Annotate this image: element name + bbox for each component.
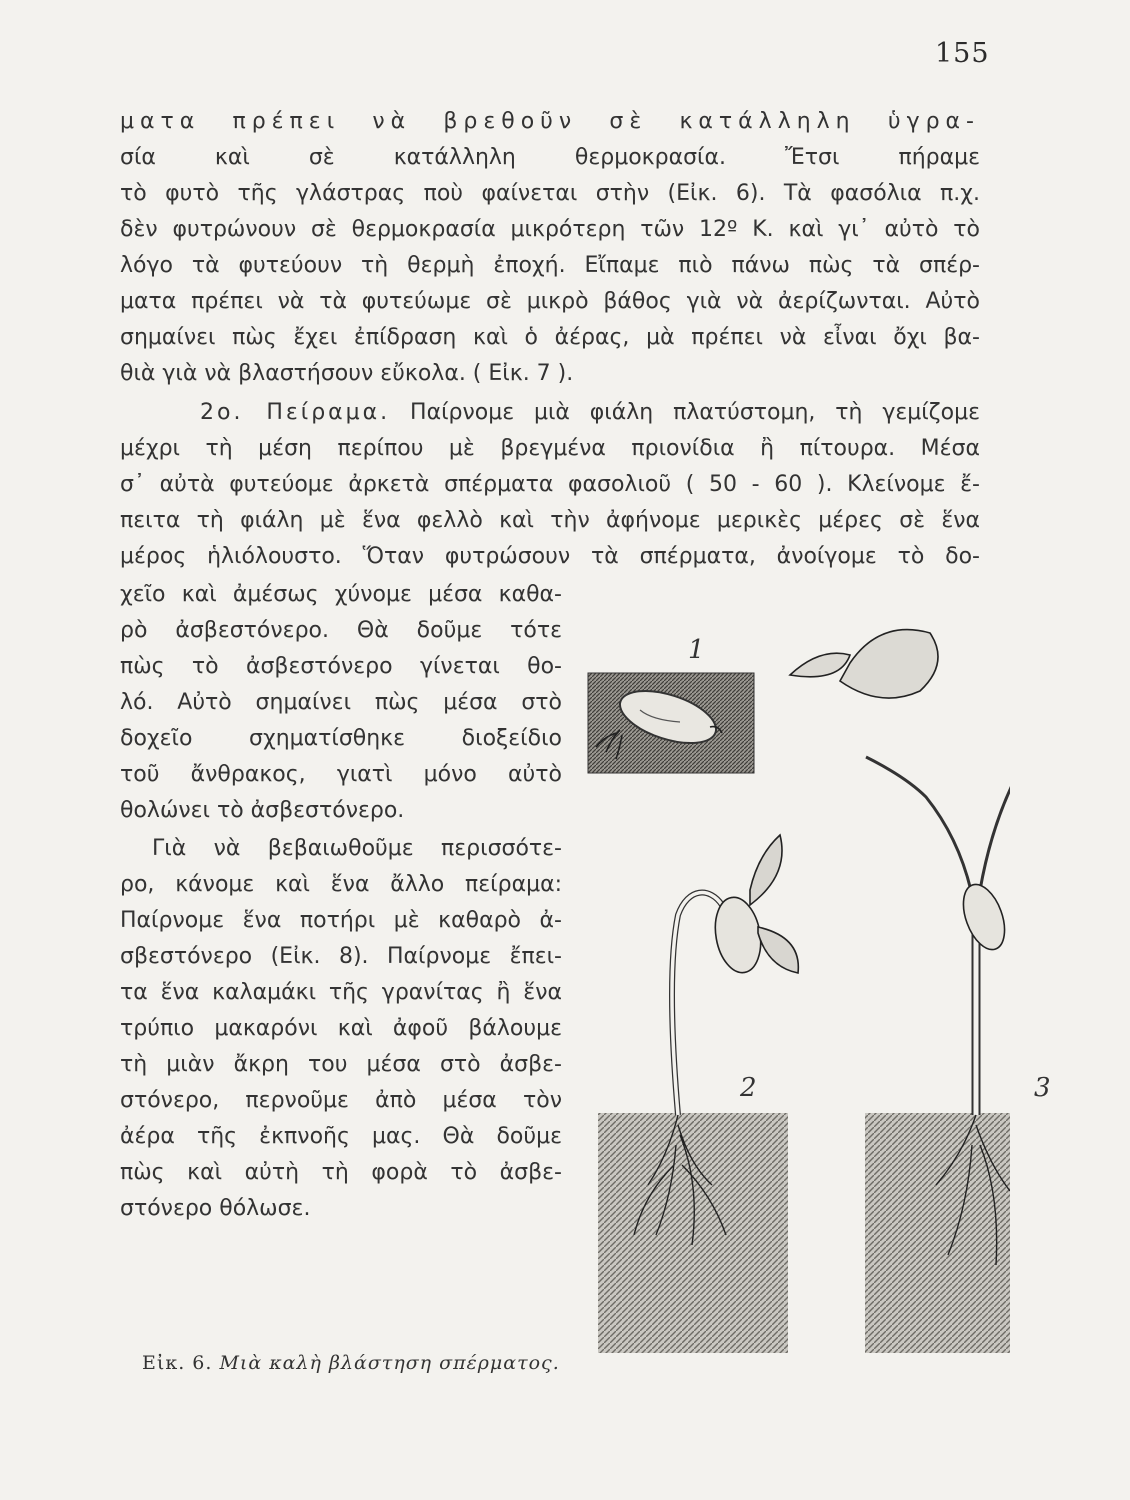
text-line: τα ἕνα καλαμάκι τῆς γρανίτας ἢ ἕνα bbox=[120, 980, 562, 1005]
text-line: χεῖο καὶ ἀμέσως χύνομε μέσα καθα- bbox=[120, 582, 562, 607]
page-number: 155 bbox=[935, 38, 990, 69]
text-line: λό. Αὐτὸ σημαίνει πὼς μέσα στὸ bbox=[120, 690, 562, 715]
text-line: δὲν φυτρώνουν σὲ θερμοκρασία μικρότερη τῶν 12º Κ. καὶ γι᾽ αὐτὸ τὸ bbox=[120, 217, 980, 242]
text-line: σία καὶ σὲ κατάλληλη θερμοκρασία. Ἔτσι πήραμε bbox=[120, 145, 980, 170]
text-line: τρύπιο μακαρόνι καὶ ἀφοῦ βάλουμε bbox=[120, 1016, 562, 1041]
soil-3 bbox=[865, 1113, 1010, 1353]
text-line: στόνερο, περνοῦμε ἀπὸ μέσα τὸν bbox=[120, 1088, 562, 1113]
experiment-first-line: Παίρνομε μιὰ φιάλη πλατύστομη, τὴ γεμίζομε bbox=[410, 400, 980, 425]
text-line: ματα πρέπει νὰ βρεθοῦν σὲ κατάλληλη ὑγρα- bbox=[120, 109, 980, 134]
text-line: λόγο τὰ φυτεύουν τὴ θερμὴ ἐποχή. Εἴπαμε πιὸ πάνω πὼς τὰ σπέρ- bbox=[120, 253, 980, 278]
text-line: Γιὰ νὰ βεβαιωθοῦμε περισσότε- bbox=[152, 836, 562, 861]
text-line: ρο, κάνομε καὶ ἕνα ἄλλο πείραμα: bbox=[120, 872, 562, 897]
text-line: τοῦ ἄνθρακος, γιατὶ μόνο αὐτὸ bbox=[120, 762, 562, 787]
text-line: ρὸ ἀσβεστόνερο. Θὰ δοῦμε τότε bbox=[120, 618, 562, 643]
experiment-heading-line bbox=[200, 396, 980, 430]
text-line: θιὰ γιὰ νὰ βλαστήσουν εὔκολα. ( Εἰκ. 7 ). bbox=[120, 361, 574, 386]
text-line: σημαίνει πὼς ἔχει ἐπίδραση καὶ ὁ ἀέρας, μὰ πρέπει νὰ εἶναι ὄχι βα- bbox=[120, 325, 980, 350]
figure-label-1: 1 bbox=[688, 635, 705, 665]
text-line: μέρος ἡλιόλουστο. Ὅταν φυτρώσουν τὰ σπέρματα, ἀνοίγομε τὸ δο- bbox=[120, 544, 980, 569]
bean-germination-figure bbox=[580, 605, 1051, 1365]
figure-label-2: 2 bbox=[740, 1073, 757, 1103]
text-line: σ᾽ αὐτὰ φυτεύομε ἀρκετὰ σπέρματα φασολιοῦ ( 50 - 60 ). Κλείνομε ἔ- bbox=[120, 472, 980, 497]
text-line: ἀέρα τῆς ἐκπνοῆς μας. Θὰ δοῦμε bbox=[120, 1124, 562, 1149]
text-line: τὸ φυτὸ τῆς γλάστρας ποὺ φαίνεται στὴν (Εἰκ. 6). Τὰ φασόλια π.χ. bbox=[120, 181, 980, 206]
figure-label-3: 3 bbox=[1034, 1073, 1051, 1103]
figure-caption bbox=[142, 1352, 560, 1374]
text-line: Παίρνομε ἕνα ποτήρι μὲ καθαρὸ ἀ- bbox=[120, 908, 562, 933]
caption-text: Μιὰ καλὴ βλάστηση σπέρματος. bbox=[219, 1352, 560, 1374]
text-line: δοχεῖο σχηματίσθηκε διοξείδιο bbox=[120, 726, 562, 751]
text-line: ματα πρέπει νὰ τὰ φυτεύωμε σὲ μικρὸ βάθος γιὰ νὰ ἀερίζωνται. Αὐτὸ bbox=[120, 289, 980, 314]
text-line: τὴ μιὰν ἄκρη του μέσα στὸ ἀσβε- bbox=[120, 1052, 562, 1077]
experiment-label: 2ο. Πείραμα. bbox=[200, 400, 391, 425]
text-line: θολώνει τὸ ἀσβεστόνερο. bbox=[120, 798, 405, 823]
text-line: πὼς τὸ ἀσβεστόνερο γίνεται θο- bbox=[120, 654, 562, 679]
text-line: πειτα τὴ φιάλη μὲ ἕνα φελλὸ καὶ τὴν ἀφήνομε μερικὲς μέρες σὲ ἕνα bbox=[120, 508, 980, 533]
caption-ref: Εἰκ. 6. bbox=[142, 1352, 213, 1374]
text-line: μέχρι τὴ μέση περίπου μὲ βρεγμένα πριονίδια ἢ πίτουρα. Μέσα bbox=[120, 436, 980, 461]
seed-box bbox=[588, 673, 754, 773]
text-line: πὼς καὶ αὐτὴ τὴ φορὰ τὸ ἀσβε- bbox=[120, 1160, 562, 1185]
bean-illustration bbox=[580, 605, 1010, 1365]
text-line: στόνερο θόλωσε. bbox=[120, 1196, 311, 1221]
text-line: σβεστόνερο (Εἰκ. 8). Παίρνομε ἔπει- bbox=[120, 944, 562, 969]
